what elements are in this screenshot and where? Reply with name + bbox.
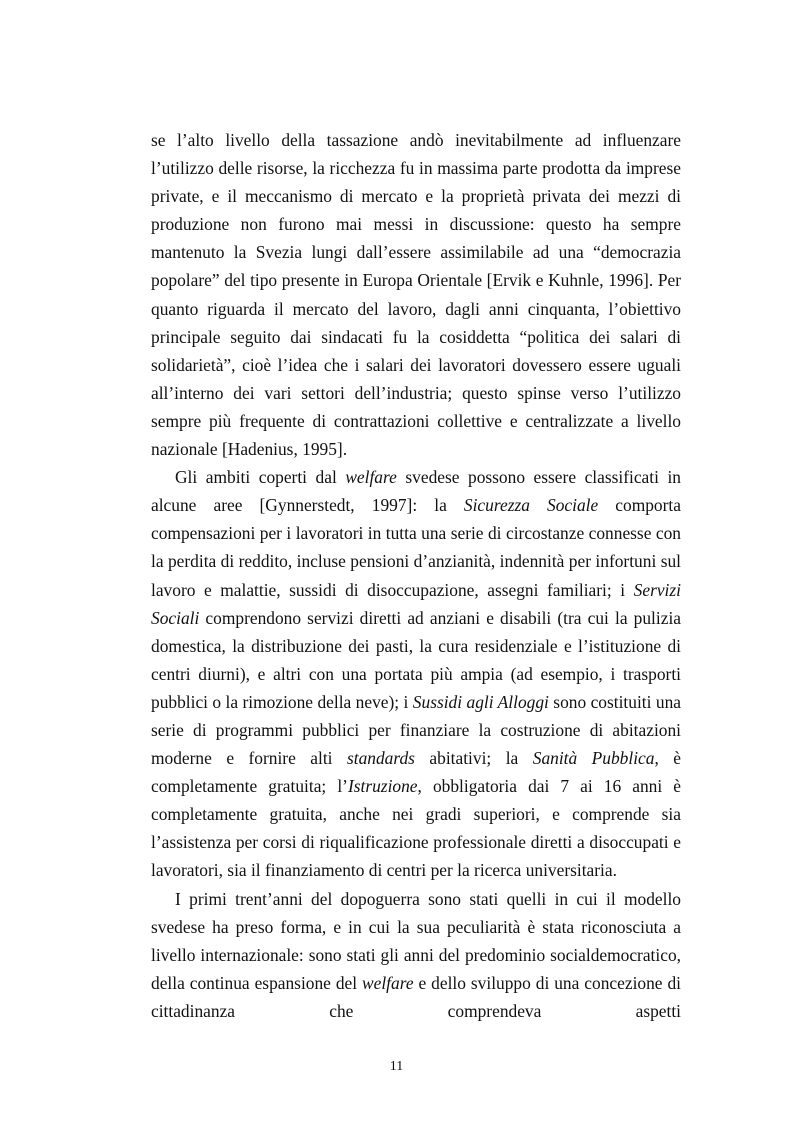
italic-term: Sussidi agli Alloggi <box>412 691 549 712</box>
italic-term: standards <box>346 748 415 769</box>
italic-term: Sanità Pubblica <box>532 748 655 769</box>
italic-term: Servizi Sociali <box>151 579 681 628</box>
paragraph-1: se l’alto livello della tassazione andò inevitabilmente ad influenzare l’utilizzo delle risorse, la ricchezza fu in massima parte prodotta da imprese private, e il meccanismo di mercato e la proprietà privata dei mezzi di produzione non furono mai messi in discussione: questo ha sempre mantenuto la Svezia lungi dall’essere assimilabile ad una “democrazia popolare” del tipo presente in Europa Orientale [Ervik e Kuhnle, 1996]. Per quanto riguarda il mercato del lavoro, dagli anni cinquanta, l’obiettivo principale seguito dai sindacati fu la cosiddetta “politica dei salari di solidarietà”, cioè l’idea che i salari dei lavoratori dovessero essere uguali all’interno dei vari settori dell’industria; questo spinse verso l’utilizzo sempre più frequente di contrattazioni collettive e centralizzate a livello nazionale [Hadenius, 1995]. <box>151 130 681 460</box>
italic-term: Istruzione <box>347 776 418 797</box>
italic-term: welfare <box>362 972 414 993</box>
body-text <box>151 126 681 1025</box>
paragraph-2: Gli ambiti coperti dal welfare svedese possono essere classificati in alcune aree [Gynnerstedt, 1997]: la Sicurezza Sociale comporta compensazioni per i lavoratori in tutta una serie di circostanze connesse con la perdita di reddito, incluse pensioni d’anzianità, indennità per infortuni sul lavoro e malattie, sussidi di disoccupazione, assegni familiari; i Servizi Sociali comprendono servizi diretti ad anziani e disabili (tra cui la pulizia domestica, la distribuzione dei pasti, la cura residenziale e l’istituzione di centri diurni), e altri con una portata più ampia (ad esempio, i trasporti pubblici o la rimozione della neve); i Sussidi agli Alloggi sono costituiti una serie di programmi pubblici per finanziare la costruzione di abitazioni moderne e fornire alti standards abitativi; la Sanità Pubblica, è completamente gratuita; l’Istruzione, obbligatoria dai 7 ai 16 anni è completamente gratuita, anche nei gradi superiori, e comprende sia l’assistenza per corsi di riqualificazione professionale diretti a disoccupati e lavoratori, sia il finanziamento di centri per la ricerca universitaria. <box>151 467 681 881</box>
italic-term: welfare <box>345 467 397 488</box>
paragraph-3: I primi trent’anni del dopoguerra sono stati quelli in cui il modello svedese ha preso forma, e in cui la sua peculiarità è stata riconosciuta a livello internazionale: sono stati gli anni del predominio socialdemocratico, della continua espansione del welfare e dello sviluppo di una concezione di cittadinanza che comprendeva aspetti <box>151 888 681 1021</box>
page-number: 11 <box>389 1059 404 1074</box>
italic-term: Sicurezza Sociale <box>463 495 599 516</box>
